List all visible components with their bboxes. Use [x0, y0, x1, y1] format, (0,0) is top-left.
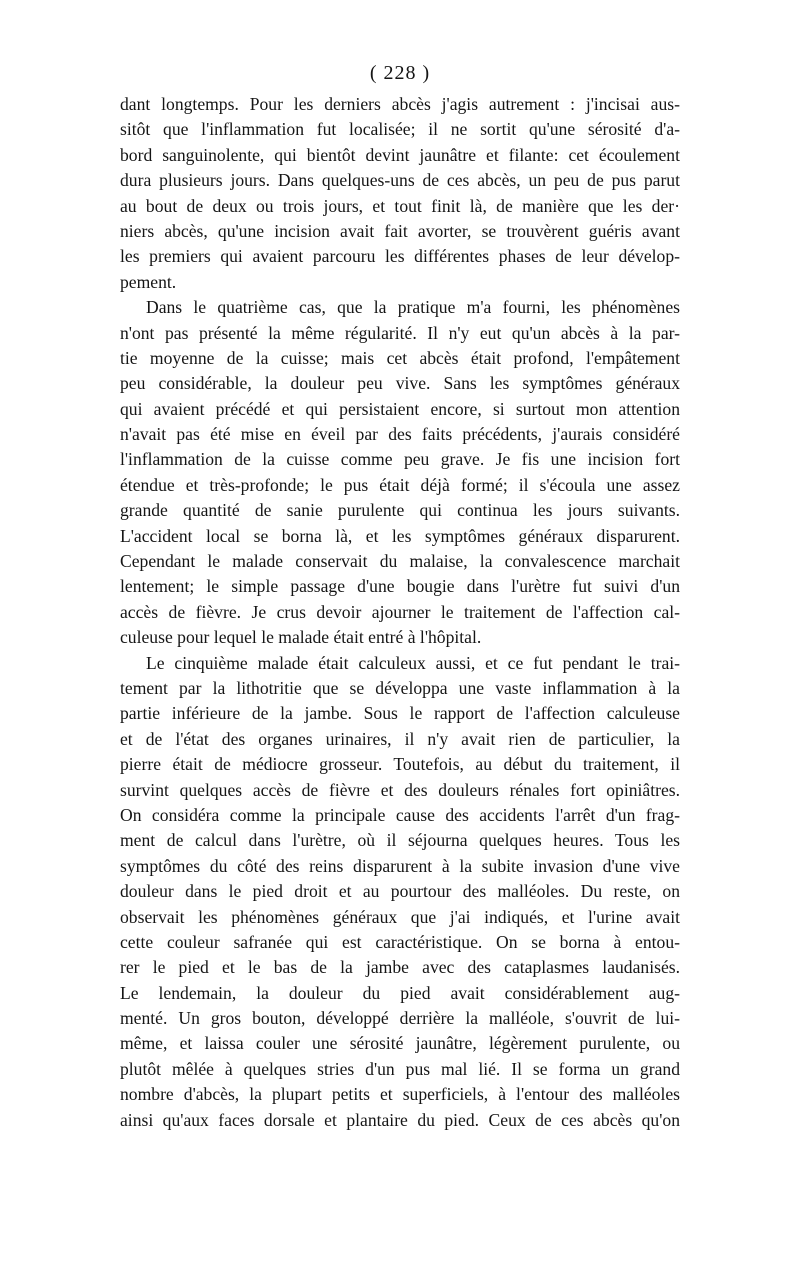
- text-line: niers abcès, qu'une incision avait fait avorter, se trouvèrent guéris avant: [120, 220, 680, 241]
- text-line: tie moyenne de la cuisse; mais cet abcès était profond, l'empâtement: [120, 347, 680, 368]
- text-line: n'avait pas été mise en éveil par des faits précédents, j'aurais considéré: [120, 424, 680, 445]
- text-line: Dans le quatrième cas, que la pratique m'a fourni, les phénomènes: [146, 297, 680, 318]
- text-line: n'ont pas présenté la même régularité. Il n'y eut qu'un abcès à la par-: [120, 322, 680, 343]
- text-line: culeuse pour lequel le malade était entré à l'hôpital.: [120, 627, 482, 648]
- text-line: peu considérable, la douleur peu vive. Sans les symptômes généraux: [120, 373, 680, 394]
- text-line: L'accident local se borna là, et les symptômes généraux disparurent.: [120, 525, 680, 546]
- text-line: nombre d'abcès, la plupart petits et superficiels, à l'entour des malléoles: [120, 1084, 680, 1105]
- text-line: étendue et très-profonde; le pus était déjà formé; il s'écoula une assez: [120, 474, 680, 495]
- text-line: l'inflammation de la cuisse comme peu grave. Je fis une incision fort: [120, 449, 680, 470]
- text-line: Cependant le malade conservait du malaise, la convalescence marchait: [120, 551, 680, 572]
- text-line: cette couleur safranée qui est caractéristique. On se borna à entou-: [120, 931, 680, 952]
- text-line: Le cinquième malade était calculeux aussi, et ce fut pendant le trai-: [146, 652, 680, 673]
- text-line: douleur dans le pied droit et au pourtour des malléoles. Du reste, on: [120, 881, 680, 902]
- page-number: ( 228 ): [369, 62, 431, 84]
- text-line: tement par la lithotritie que se développa une vaste inflammation à la: [120, 677, 680, 698]
- text-line: rer le pied et le bas de la jambe avec des cataplasmes laudanisés.: [120, 957, 680, 978]
- text-line: au bout de deux ou trois jours, et tout finit là, de manière que les der·: [120, 195, 680, 216]
- text-line: On considéra comme la principale cause des accidents l'arrêt d'un frag-: [120, 804, 680, 825]
- text-line: menté. Un gros bouton, développé derrière la malléole, s'ouvrit de lui-: [120, 1008, 680, 1029]
- text-line: sitôt que l'inflammation fut localisée; il ne sortit qu'une sérosité d'a-: [120, 119, 680, 140]
- text-line: survint quelques accès de fièvre et des douleurs rénales fort opiniâtres.: [120, 779, 680, 800]
- text-line: observait les phénomènes généraux que j'ai indiqués, et l'urine avait: [120, 906, 680, 927]
- text-line: bord sanguinolente, qui bientôt devint jaunâtre et filante: cet écoulement: [120, 144, 680, 165]
- text-line: grande quantité de sanie purulente qui continua les jours suivants.: [120, 500, 680, 521]
- text-line: et de l'état des organes urinaires, il n'y avait rien de particulier, la: [120, 728, 680, 749]
- text-line: pement.: [120, 271, 177, 292]
- text-line: ment de calcul dans l'urètre, où il séjourna quelques heures. Tous les: [120, 830, 680, 851]
- text-line: pierre était de médiocre grosseur. Toutefois, au début du traitement, il: [120, 754, 680, 775]
- text-line: symptômes du côté des reins disparurent à la subite invasion d'une vive: [120, 855, 680, 876]
- text-line: plutôt mêlée à quelques stries d'un pus mal lié. Il se forma un grand: [120, 1058, 680, 1079]
- text-line: ainsi qu'aux faces dorsale et plantaire du pied. Ceux de ces abcès qu'on: [120, 1109, 680, 1130]
- text-line: Le lendemain, la douleur du pied avait considérablement aug-: [120, 982, 680, 1003]
- text-line: qui avaient précédé et qui persistaient encore, si surtout mon attention: [120, 398, 680, 419]
- text-line: les premiers qui avaient parcouru les différentes phases de leur dévelop-: [120, 246, 680, 267]
- text-line: dant longtemps. Pour les derniers abcès j'agis autrement : j'incisai aus-: [120, 94, 680, 114]
- text-line: partie inférieure de la jambe. Sous le rapport de l'affection calculeuse: [120, 703, 680, 724]
- text-line: lentement; le simple passage d'une bougie dans l'urètre fut suivi d'un: [120, 576, 680, 597]
- text-line: même, et laissa couler une sérosité jaunâtre, légèrement purulente, ou: [120, 1033, 680, 1054]
- text-line: accès de fièvre. Je crus devoir ajourner le traitement de l'affection cal-: [120, 601, 680, 622]
- body-text: [120, 92, 680, 1133]
- text-line: dura plusieurs jours. Dans quelques-uns de ces abcès, un peu de pus parut: [120, 170, 680, 191]
